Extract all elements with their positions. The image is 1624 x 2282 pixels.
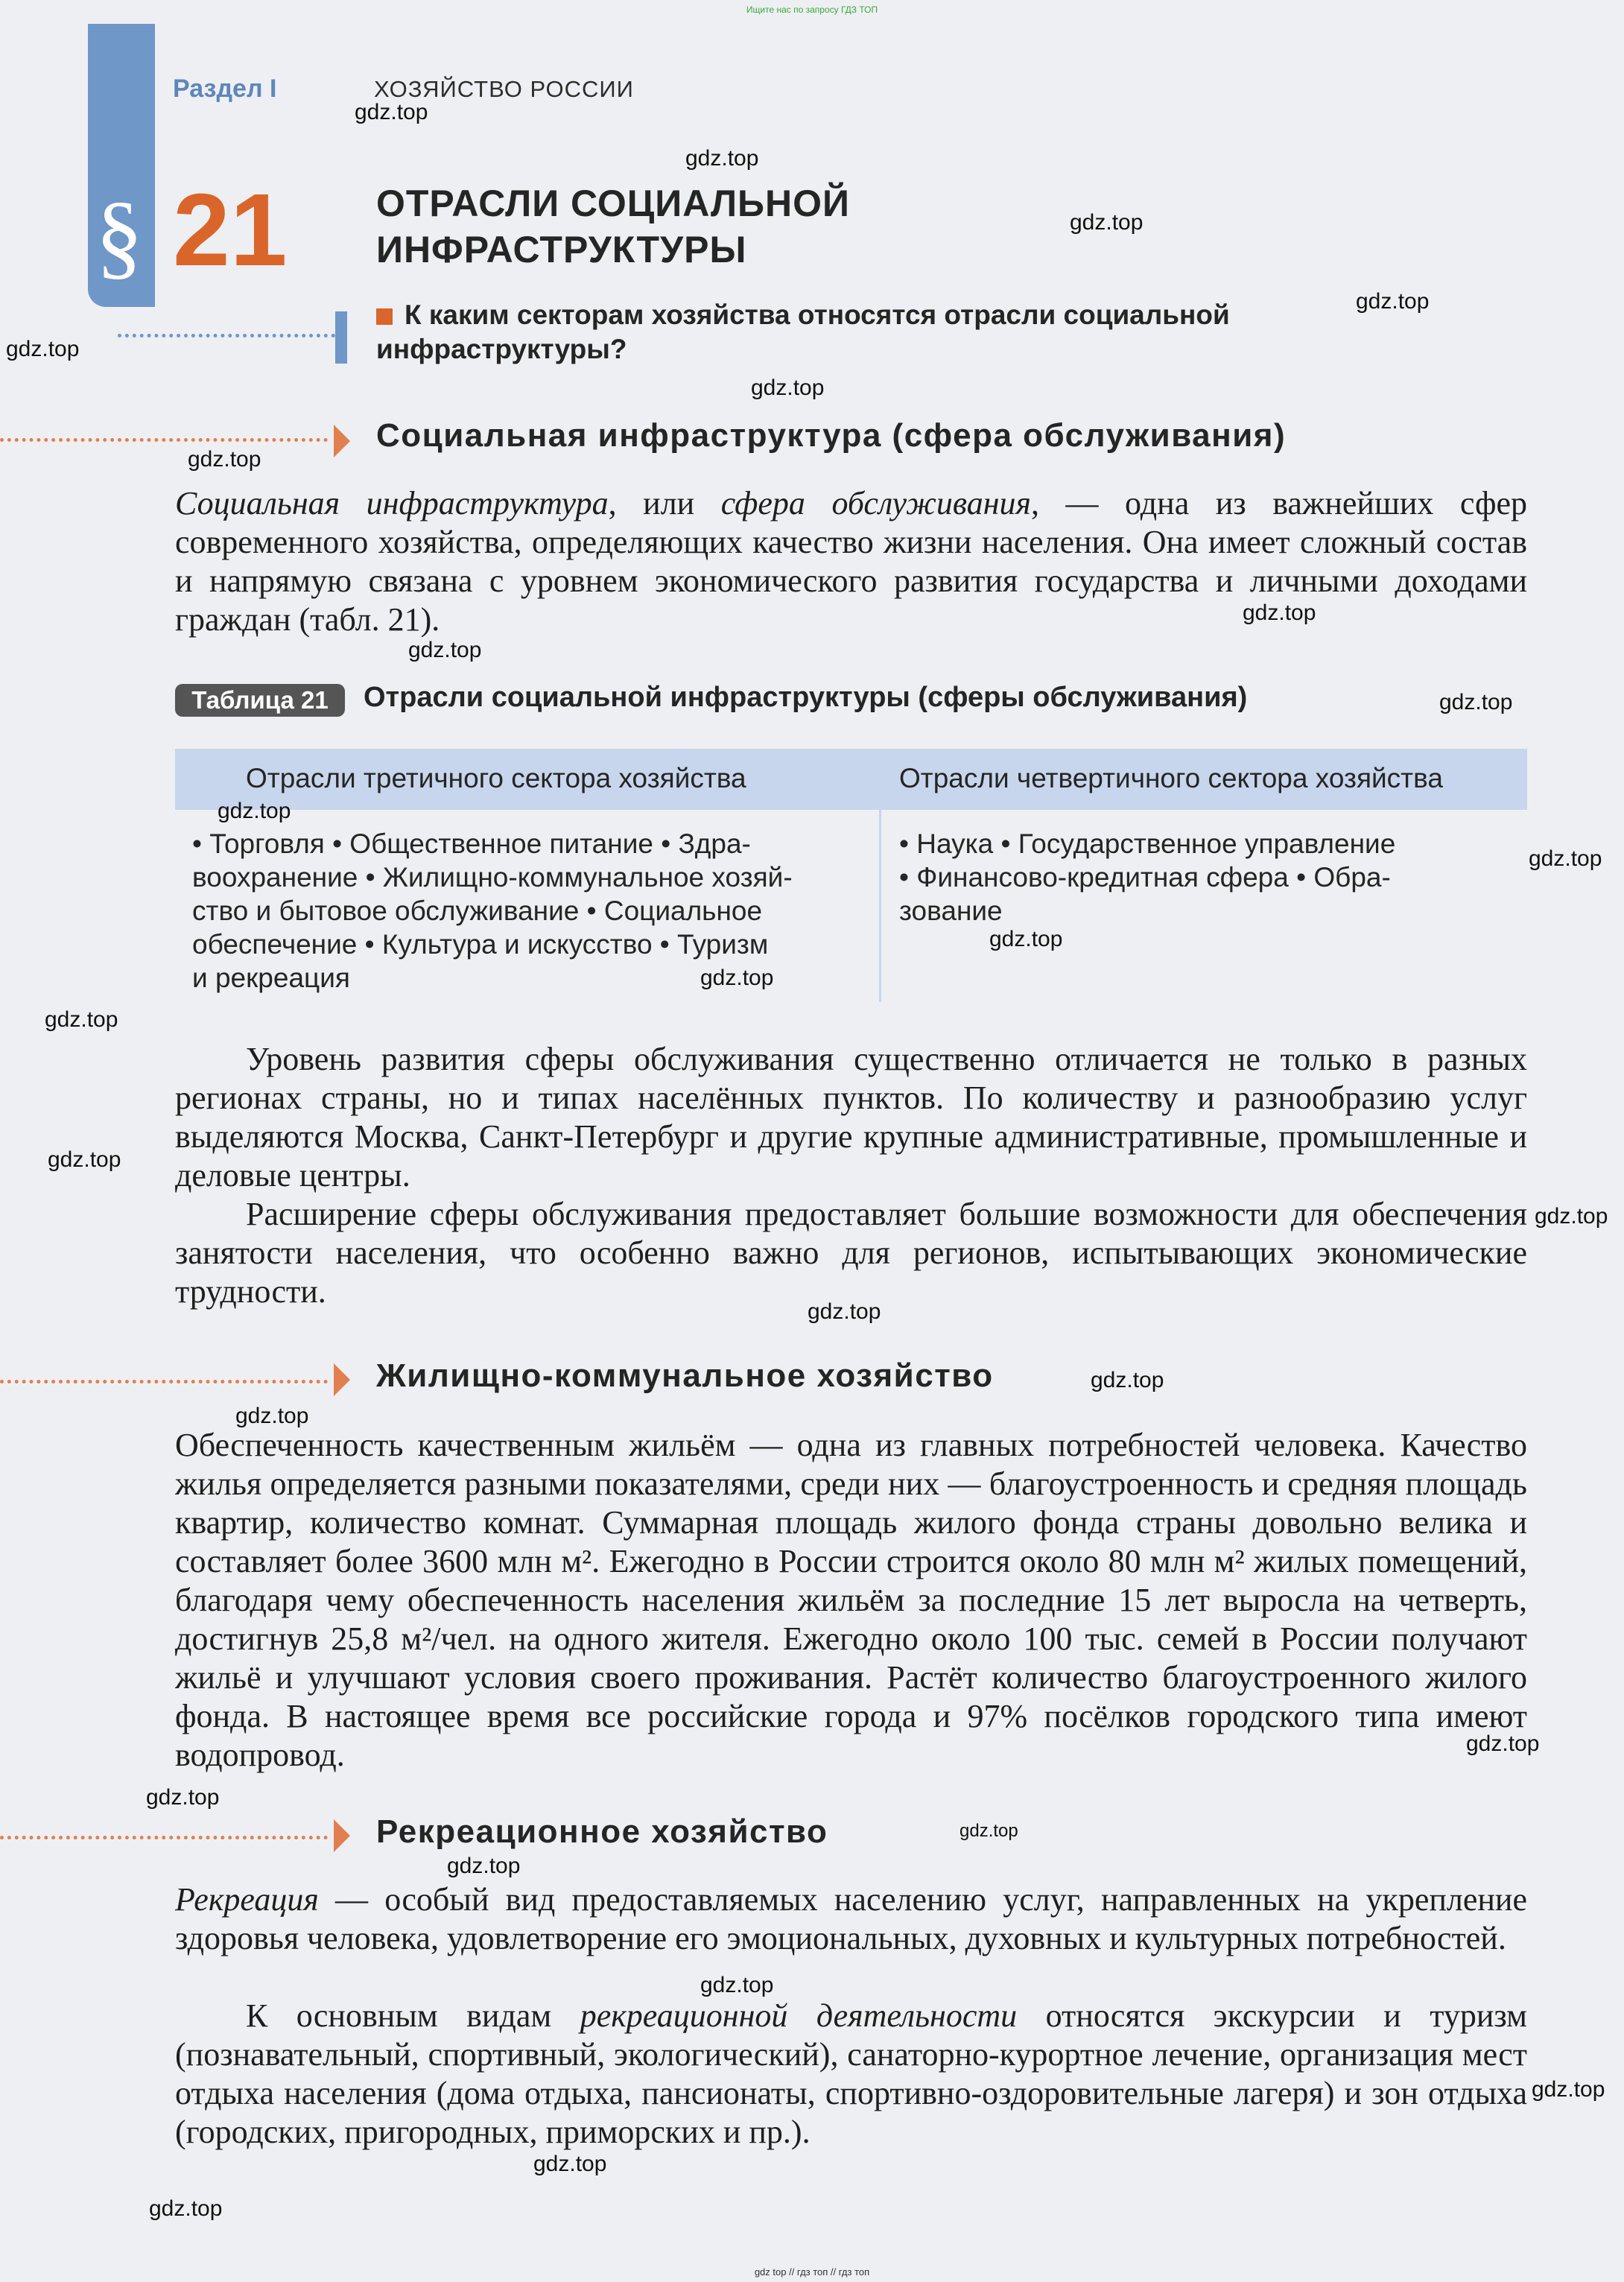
section3-paragraph-2 [175,1997,1527,2152]
table-cell-line: обеспечение • Культура и искусство • Туризм [192,929,769,960]
section2-arrow-icon [334,1363,350,1396]
watermark: gdz.top [188,447,261,472]
page-title-line2: ИНФРАСТРУКТУРЫ [376,229,747,270]
watermark: gdz.top [48,1147,121,1172]
table-cell-line: • Торговля • Общественное питание • Здра- [192,828,751,859]
table-col1-header: Отрасли третичного сектора хозяйства [246,763,746,793]
term-recreational-activity: рекреационной деятельности [580,1997,1018,2034]
question-bar [335,311,347,364]
text-fragment: — особый вид предоставляемых населению услуг, направленных на укрепление здоровья человека, удовлетворение его эмоциональных, духовных и культурных потребностей. [175,1881,1527,1956]
page-title-line1: ОТРАСЛИ СОЦИАЛЬНОЙ [376,183,850,224]
table-cell-line: ство и бытовое обслуживание • Социальное [192,896,763,926]
watermark: gdz.top [218,799,291,823]
watermark: gdz.top [1243,600,1316,625]
watermark: gdz.top [6,337,80,361]
section1-heading: Социальная инфраструктура (сфера обслуживания) [376,417,1287,454]
watermark: gdz.top [45,1007,118,1032]
section1-paragraph [175,484,1527,639]
watermark: gdz.top [1091,1368,1164,1392]
watermark: gdz.top [1529,846,1602,871]
running-header: ХОЗЯЙСТВО РОССИИ [374,76,634,102]
text-fragment: относятся экскурсии и туризм (познавательный, спортивный, экологический), санаторно-курортное лечение, организация мест отдыха населения (дома отдыха, пансионаты, спортивно-оздоровительные лагеря) и зон отдыха (городских, пригородных, приморских и пр.). [175,1997,1527,2150]
text-fragment: , или [608,485,721,522]
table-cell-line: и рекреация [192,963,350,993]
watermark: gdz.top [751,375,825,400]
watermark: gdz.top [700,966,774,990]
watermark: gdz.top [533,2152,607,2176]
body-paragraph: Расширение сферы обслуживания предоставляет большие возможности для обеспечения занятости населения, что особенно важно для регионов, испытывающих экономические трудности. [175,1196,1527,1310]
section2-dots [0,1380,328,1384]
text-fragment: К основным видам [246,1997,580,2034]
watermark: gdz.top [408,638,482,662]
section-label: Раздел I [173,75,277,103]
page-footer: gdz top // гдз топ // гдз топ [754,2266,870,2278]
section-number: 21 [173,173,288,288]
question-dots [118,334,335,337]
table-title: Отрасли социальной инфраструктуры (сферы обслуживания) [364,682,1248,713]
watermark: gdz.top [146,1785,220,1810]
section1-dots [0,438,328,442]
text-fragment: , — одна из важнейших сфер современного хозяйства, определяющих качество жизни населения. Она имеет сложный состав и напрямую связана с уровнем экономического развития государства и личными доходами граждан (табл. 21). [175,485,1528,638]
watermark: gdz.top [1070,210,1144,235]
table-cell-line: зование [899,896,1003,926]
watermark: gdz.top [1466,1731,1540,1756]
watermark: gdz.top [685,146,759,171]
term-service-sphere: сфера обслуживания [720,485,1031,522]
body-paragraph: Уровень развития сферы обслуживания существенно отличается не только в разных регионах страны, но и типах населённых пунктов. По количеству и разнообразию услуг выделяются Москва, Санкт-Петербург и другие крупные административные, промышленные и деловые центры. [175,1041,1527,1194]
watermark: gdz.top [700,1973,774,1997]
lead-question: К каким секторам хозяйства относятся отрасли социальной инфраструктуры? [376,299,1230,364]
table-cell-line: • Финансово-кредитная сфера • Обра- [899,862,1391,893]
top-notice: Ищите нас по запросу ГДЗ ТОП [746,4,878,15]
table-badge: Таблица 21 [175,684,345,717]
term-social-infrastructure: Социальная инфраструктура [175,485,609,522]
watermark: gdz.top [235,1404,309,1428]
watermark: gdz.top [1356,289,1430,314]
table-cell-line: • Наука • Государственное управление [899,828,1396,859]
watermark: gdz.top [1535,1204,1608,1229]
table-cell-line: воохранение • Жилищно-коммунальное хозяй- [192,862,793,893]
table-divider [879,749,881,1002]
section3-dots [0,1836,328,1839]
watermark: gdz.top [960,1821,1018,1841]
watermark: gdz.top [989,927,1063,951]
watermark: gdz.top [355,100,428,124]
section-symbol: § [95,183,143,288]
section3-arrow-icon [334,1819,350,1852]
term-recreation: Рекреация [175,1881,319,1918]
section3-heading: Рекреационное хозяйство [376,1813,828,1850]
watermark: gdz.top [808,1299,881,1324]
section2-heading: Жилищно-коммунальное хозяйство [376,1357,994,1394]
watermark: gdz.top [447,1854,521,1878]
table-col2-cell [899,827,1517,928]
watermark: gdz.top [1532,2077,1605,2102]
section3-paragraph [175,1880,1527,1958]
section1-arrow-icon [334,425,350,457]
section2-paragraph: Обеспеченность качественным жильём — одна из главных потребностей человека. Качество жилья определяется разными показателями, среди них — благоустроенность и средняя площадь квартир, количество комнат. Суммарная площадь жилого фонда страны довольно велика и составляет более 3600 млн м². Ежегодно в России строится около 80 млн м² жилых помещений, благодаря чему обеспеченность населения жильём за последние 15 лет выросла на четверть, достигнув 25,8 м²/чел. на одного жителя. Ежегодно около 100 тыс. семей в России получают жильё и улучшают условия своего проживания. Растёт количество благоустроенного жилого фонда. В настоящее время все российские города и 97% посёлков городского типа имеют водопровод. [175,1427,1527,1773]
table-col2-header: Отрасли четвертичного сектора хозяйства [899,763,1443,793]
watermark: gdz.top [1439,690,1513,714]
page-title [376,180,850,273]
watermark: gdz.top [149,2196,223,2221]
